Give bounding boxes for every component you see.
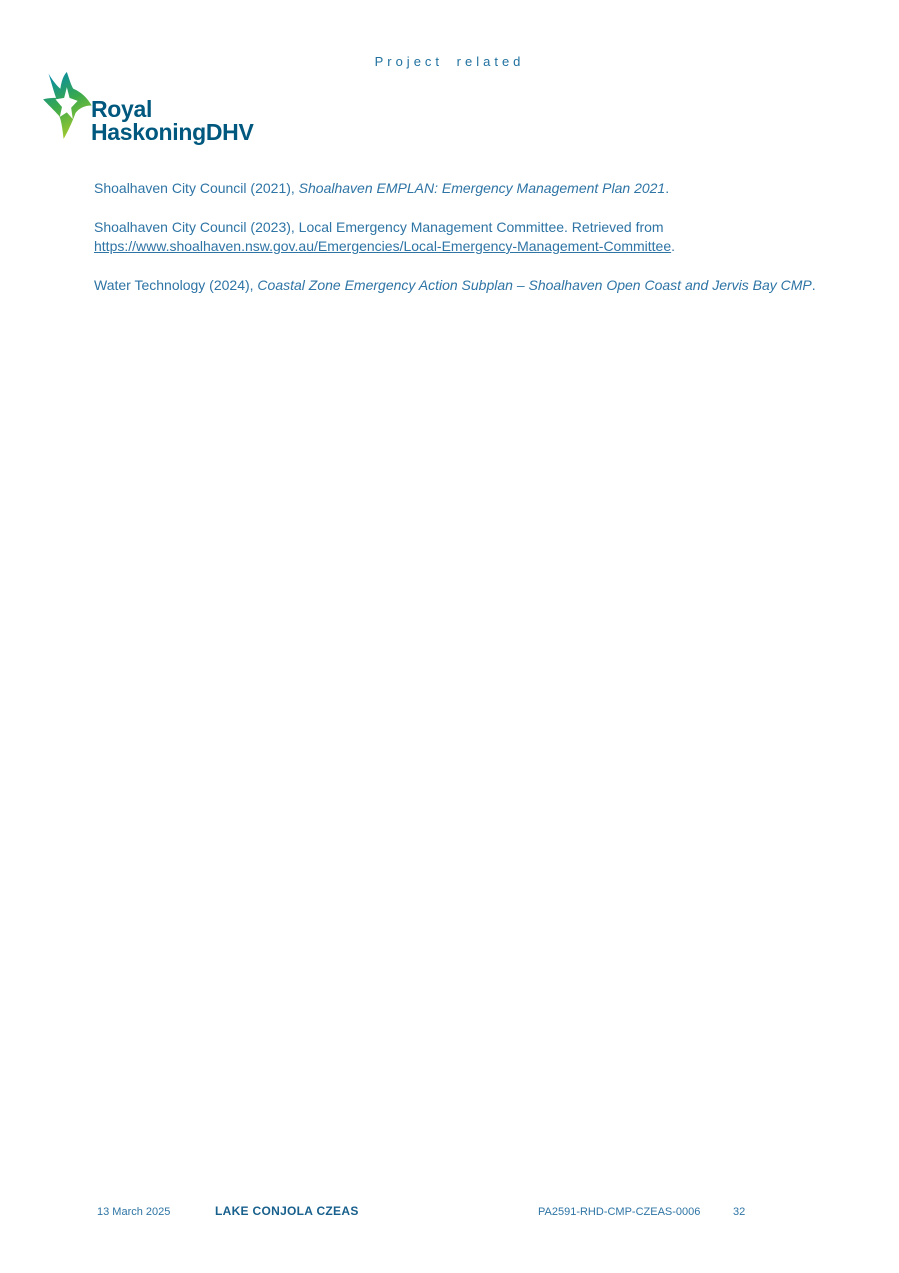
lemc-hyperlink[interactable]: https://www.shoalhaven.nsw.gov.au/Emergencies/Local-Emergency-Management-Committee — [94, 238, 672, 254]
logo-wordmark — [91, 98, 254, 144]
footer-project-title: LAKE CONJOLA CZEAS — [215, 1204, 359, 1218]
reference-entry-3 — [94, 276, 816, 295]
ref1-suffix: . — [665, 180, 670, 196]
page-footer — [0, 1203, 899, 1223]
ref1-title-italic: Shoalhaven EMPLAN: Emergency Management Plan 2021 — [298, 180, 666, 196]
logo-wordmark-line2: HaskoningDHV — [91, 119, 254, 145]
ref3-title-italic: Coastal Zone Emergency Action Subplan – Shoalhaven Open Coast and Jervis Bay CMP — [257, 277, 812, 293]
ref2-suffix: . — [671, 238, 676, 254]
footer-page-number: 32 — [733, 1206, 746, 1218]
reference-entry-2 — [94, 218, 816, 256]
rhdhv-star-icon — [42, 69, 96, 145]
logo-wordmark-line1: Royal — [91, 96, 153, 122]
footer-date: 13 March 2025 — [97, 1206, 171, 1218]
company-logo — [42, 69, 272, 149]
references-list — [94, 179, 816, 315]
header-project-related-label: Project related — [374, 54, 525, 69]
ref3-author-text: Water Technology (2024), — [94, 277, 258, 293]
footer-document-code: PA2591-RHD-CMP-CZEAS-0006 — [538, 1206, 701, 1218]
ref1-author-text: Shoalhaven City Council (2021), — [94, 180, 299, 196]
reference-entry-1 — [94, 179, 816, 198]
ref3-suffix: . — [811, 277, 816, 293]
ref2-author-text: Shoalhaven City Council (2023), Local Emergency Management Committee. Retrieved from — [94, 219, 664, 235]
